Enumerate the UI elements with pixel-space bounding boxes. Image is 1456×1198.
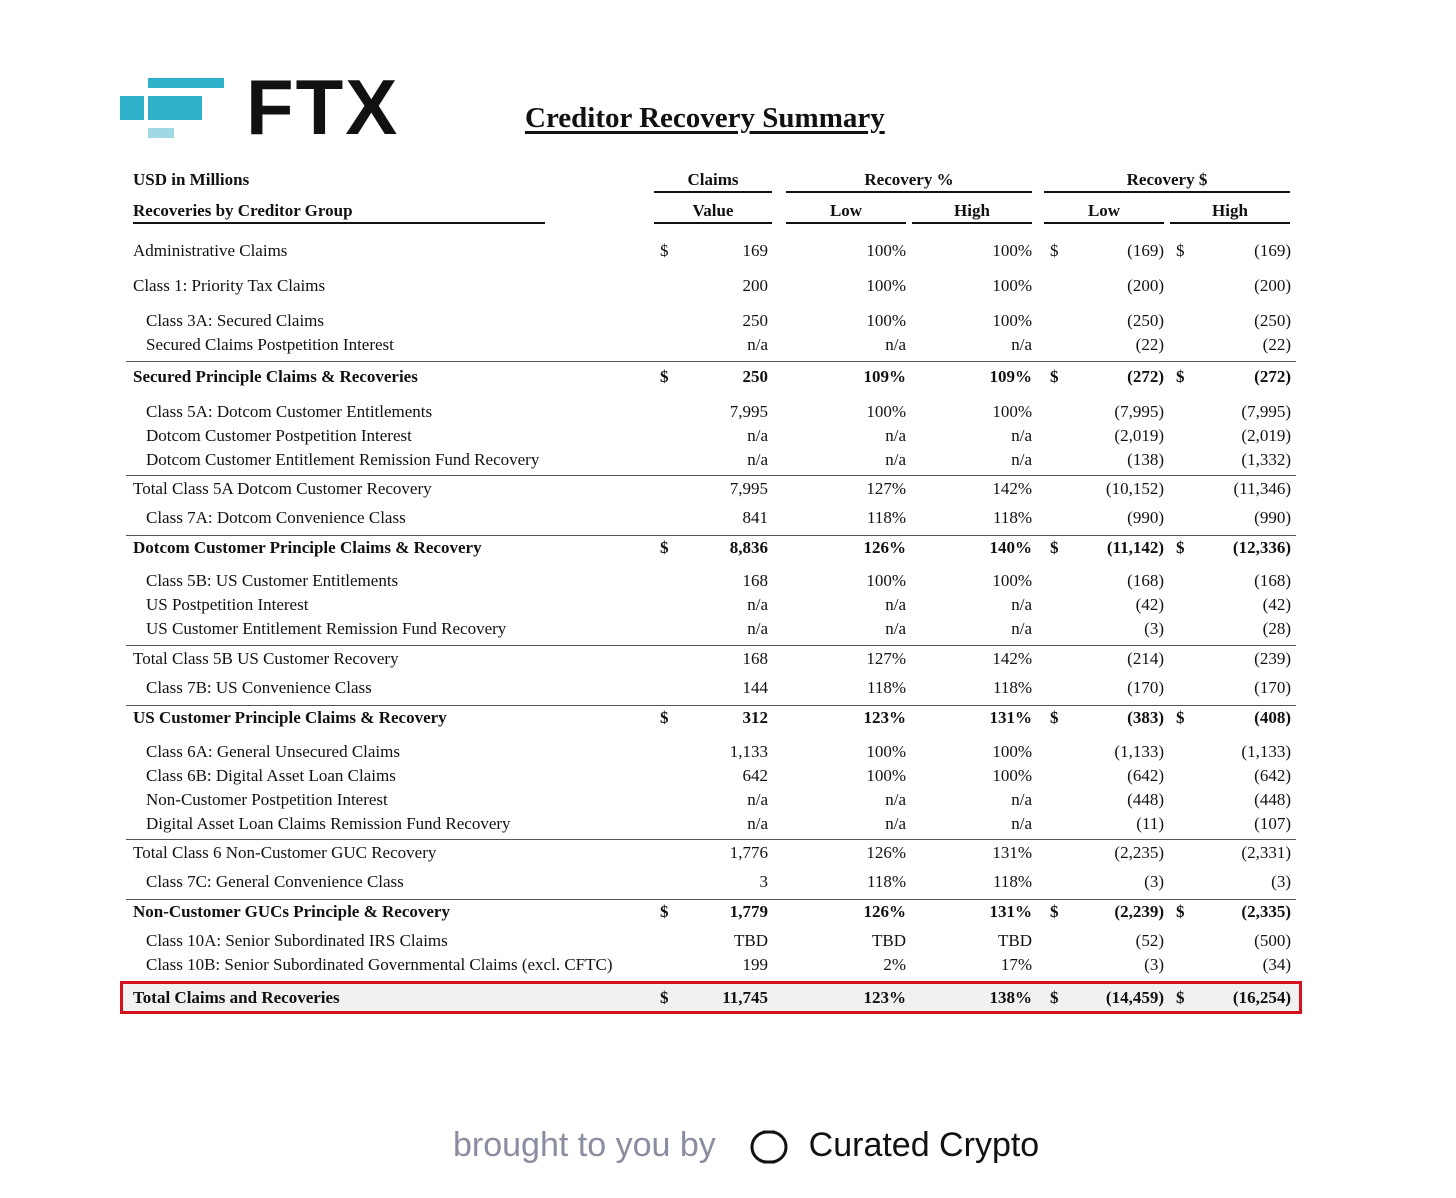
- claims-value: 199: [742, 955, 768, 974]
- recovery-pct-high: 131%: [989, 708, 1032, 727]
- recovery-usd-low: (168): [1127, 571, 1164, 590]
- row-label: Class 3A: Secured Claims: [146, 311, 325, 330]
- recovery-usd-low: (42): [1135, 595, 1164, 614]
- document-title: Creditor Recovery Summary: [525, 102, 885, 134]
- currency-symbol: $: [660, 538, 669, 557]
- recovery-usd-low: (22): [1135, 335, 1164, 354]
- table-row: [126, 569, 1296, 593]
- recovery-pct-high: 109%: [989, 367, 1032, 386]
- recovery-pct-low: n/a: [885, 619, 906, 638]
- recovery-usd-low: (14,459): [1105, 988, 1164, 1007]
- recovery-pct-low: 127%: [866, 479, 906, 498]
- recovery-usd-low: (52): [1135, 931, 1164, 950]
- recovery-usd-low: (214): [1127, 649, 1164, 668]
- currency-symbol: $: [1050, 902, 1059, 921]
- table-row: [126, 870, 1296, 894]
- recovery-usd-high: (170): [1254, 678, 1291, 697]
- recovery-pct-high: 100%: [992, 766, 1032, 785]
- recovery-usd-low: (250): [1127, 311, 1164, 330]
- recovery-pct-high: 140%: [989, 538, 1032, 557]
- section-rule: [126, 645, 1296, 646]
- row-label: Total Class 5A Dotcom Customer Recovery: [133, 479, 432, 498]
- recovery-pct-low: 100%: [866, 402, 906, 421]
- table-row: [126, 506, 1296, 530]
- recovery-pct-high: n/a: [1011, 426, 1032, 445]
- recovery-pct-rule: [786, 191, 1032, 193]
- recovery-usd-low: (138): [1127, 450, 1164, 469]
- recovery-pct-high: 142%: [992, 649, 1032, 668]
- table-row: [126, 477, 1296, 501]
- recovery-pct-high: n/a: [1011, 619, 1032, 638]
- currency-symbol: $: [660, 902, 669, 921]
- footer-brand-name: Curated Crypto: [808, 1126, 1040, 1164]
- currency-symbol: $: [1176, 241, 1185, 260]
- recovery-usd-low: (3): [1144, 955, 1164, 974]
- table-row: [126, 929, 1296, 953]
- table-row: [126, 812, 1296, 836]
- recovery-usd-low: (169): [1127, 241, 1164, 260]
- row-label: Digital Asset Loan Claims Remission Fund Recovery: [146, 814, 511, 833]
- row-label: Class 10B: Senior Subordinated Governmental Claims (excl. CFTC): [146, 955, 613, 974]
- recovery-pct-high: n/a: [1011, 790, 1032, 809]
- recovery-usd-high: (168): [1254, 571, 1291, 590]
- currency-symbol: $: [1176, 708, 1185, 727]
- recovery-pct-low: 2%: [883, 955, 906, 974]
- recovery-pct-low: n/a: [885, 450, 906, 469]
- recovery-usd-high: (272): [1254, 367, 1291, 386]
- recovery-usd-low: (1,133): [1114, 742, 1164, 761]
- recovery-usd-high: (169): [1254, 241, 1291, 260]
- usd-low-underline: [1044, 222, 1164, 224]
- claims-value: 642: [742, 766, 768, 785]
- claims-value: 1,776: [729, 843, 768, 862]
- row-label: Class 1: Priority Tax Claims: [133, 276, 326, 295]
- recovery-pct-low: TBD: [872, 931, 906, 950]
- table-row: [126, 764, 1296, 788]
- currency-symbol: $: [1176, 538, 1185, 557]
- recovery-usd-high: (16,254): [1232, 988, 1291, 1007]
- currency-symbol: $: [1050, 988, 1059, 1007]
- claims-value: 8,836: [729, 538, 768, 557]
- recovery-pct-high: n/a: [1011, 335, 1032, 354]
- claims-value: 841: [742, 508, 768, 527]
- recovery-usd-high: (642): [1254, 766, 1291, 785]
- claims-value: 144: [742, 678, 768, 697]
- recovery-pct-high: 100%: [992, 571, 1032, 590]
- currency-symbol: $: [1050, 241, 1059, 260]
- currency-symbol: $: [1050, 538, 1059, 557]
- recovery-usd-low: (990): [1127, 508, 1164, 527]
- currency-symbol: $: [1050, 708, 1059, 727]
- table-row: [126, 333, 1296, 357]
- row-label: Class 6A: General Unsecured Claims: [146, 742, 400, 761]
- claims-value: TBD: [734, 931, 768, 950]
- currency-symbol: $: [1176, 902, 1185, 921]
- table-row: [126, 647, 1296, 671]
- recovery-pct-low: 127%: [866, 649, 906, 668]
- row-label: Total Class 5B US Customer Recovery: [133, 649, 399, 668]
- recovery-pct-low: 126%: [863, 902, 906, 921]
- claims-value: 200: [742, 276, 768, 295]
- recovery-usd-high: (22): [1262, 335, 1291, 354]
- claims-value: n/a: [747, 619, 768, 638]
- row-label: Total Class 6 Non-Customer GUC Recovery: [133, 843, 437, 862]
- recovery-pct-low: n/a: [885, 335, 906, 354]
- logo-bar-mid: [148, 96, 202, 120]
- recovery-pct-low: n/a: [885, 814, 906, 833]
- claims-value: n/a: [747, 814, 768, 833]
- row-label: Class 6B: Digital Asset Loan Claims: [146, 766, 396, 785]
- recovery-pct-low: n/a: [885, 595, 906, 614]
- table-row: [126, 448, 1296, 472]
- recovery-usd-low: (7,995): [1114, 402, 1164, 421]
- recovery-pct-low: n/a: [885, 790, 906, 809]
- row-label: Class 5B: US Customer Entitlements: [146, 571, 399, 590]
- recovery-usd-low: (11,142): [1106, 538, 1164, 557]
- recovery-usd-low: (2,235): [1114, 843, 1164, 862]
- footer-credit: [453, 1120, 1039, 1170]
- recovery-usd-high: (200): [1254, 276, 1291, 295]
- table-row: [126, 953, 1296, 977]
- recovery-usd-high: (2,331): [1241, 843, 1291, 862]
- table-row: [126, 239, 1296, 263]
- currency-symbol: $: [1176, 367, 1185, 386]
- table-row: [126, 617, 1296, 641]
- currency-symbol: $: [1050, 367, 1059, 386]
- recovery-usd-high: (28): [1262, 619, 1291, 638]
- recovery-pct-high: n/a: [1011, 450, 1032, 469]
- section-rule: [126, 839, 1296, 840]
- recovery-pct-low: 100%: [866, 571, 906, 590]
- currency-symbol: $: [660, 708, 669, 727]
- recovery-pct-low: 100%: [866, 766, 906, 785]
- recovery-pct-high: 17%: [1000, 955, 1032, 974]
- currency-symbol: $: [1176, 988, 1185, 1007]
- recovery-pct-high: 138%: [989, 988, 1032, 1007]
- recovery-pct-low: 118%: [866, 678, 906, 697]
- claims-header-rule: [654, 191, 772, 193]
- claims-value: n/a: [747, 790, 768, 809]
- row-label: Dotcom Customer Principle Claims & Recovery: [133, 538, 482, 557]
- claims-value: 169: [742, 241, 768, 260]
- recovery-pct-high: 118%: [992, 678, 1032, 697]
- claims-value: 7,995: [729, 402, 768, 421]
- subtotal-row: [126, 536, 1296, 560]
- pct-high-underline: [912, 222, 1032, 224]
- row-label: Class 7B: US Convenience Class: [146, 678, 372, 697]
- recovery-usd-low: (448): [1127, 790, 1164, 809]
- currency-symbol: $: [660, 241, 669, 260]
- row-label: Secured Principle Claims & Recoveries: [133, 367, 418, 386]
- group-header: Recoveries by Creditor Group: [133, 201, 353, 220]
- usd-high-underline: [1170, 222, 1290, 224]
- recovery-usd-high: (2,019): [1241, 426, 1291, 445]
- currency-symbol: $: [660, 988, 669, 1007]
- recovery-usd-low: (272): [1127, 367, 1164, 386]
- row-label: Non-Customer GUCs Principle & Recovery: [133, 902, 450, 921]
- claims-value-underline: [654, 222, 772, 224]
- recovery-usd-high: (990): [1254, 508, 1291, 527]
- claims-value: n/a: [747, 335, 768, 354]
- row-label: Secured Claims Postpetition Interest: [146, 335, 394, 354]
- recovery-pct-high: 100%: [992, 241, 1032, 260]
- recovery-usd-low: (11): [1136, 814, 1164, 833]
- section-rule: [126, 361, 1296, 362]
- claims-value: 3: [759, 872, 768, 891]
- table-row: [126, 740, 1296, 764]
- ftx-logo-icon: [118, 76, 228, 140]
- recovery-pct-low: 118%: [866, 508, 906, 527]
- recovery-usd-low: (170): [1127, 678, 1164, 697]
- recovery-pct-low: 100%: [866, 742, 906, 761]
- pct-low-underline: [786, 222, 906, 224]
- row-label: Total Claims and Recoveries: [133, 988, 340, 1007]
- recovery-pct-high: 118%: [992, 508, 1032, 527]
- units-label: USD in Millions: [133, 170, 250, 189]
- claims-value: n/a: [747, 426, 768, 445]
- usd-low-header: Low: [1087, 201, 1121, 220]
- claims-value: 1,779: [729, 902, 768, 921]
- row-label: Class 5A: Dotcom Customer Entitlements: [146, 402, 433, 421]
- recovery-pct-low: 123%: [863, 708, 906, 727]
- recovery-usd-high: (448): [1254, 790, 1291, 809]
- recovery-pct-low: 109%: [863, 367, 906, 386]
- recovery-pct-high: 131%: [989, 902, 1032, 921]
- recovery-pct-high: 100%: [992, 402, 1032, 421]
- logo-bar-left: [120, 96, 144, 120]
- usd-high-header: High: [1212, 201, 1248, 220]
- recovery-usd-high: (1,332): [1241, 450, 1291, 469]
- table-row: [126, 424, 1296, 448]
- recovery-pct-low: 126%: [866, 843, 906, 862]
- claims-header: Claims: [687, 170, 739, 189]
- row-label: Class 7C: General Convenience Class: [146, 872, 404, 891]
- row-label: Administrative Claims: [133, 241, 288, 260]
- row-label: Dotcom Customer Entitlement Remission Fund Recovery: [146, 450, 540, 469]
- recovery-usd-low: (383): [1127, 708, 1164, 727]
- ftx-wordmark: FTX: [246, 63, 400, 151]
- table-row: [126, 274, 1296, 298]
- recovery-usd-high: (107): [1254, 814, 1291, 833]
- claims-value-header: Value: [692, 201, 734, 220]
- claims-value: n/a: [747, 595, 768, 614]
- recovery-pct-high: 100%: [992, 742, 1032, 761]
- table-row: [126, 593, 1296, 617]
- curated-crypto-logo-icon: [745, 1126, 793, 1168]
- recovery-pct-low: 126%: [863, 538, 906, 557]
- group-header-underline: [133, 222, 545, 224]
- currency-symbol: $: [660, 367, 669, 386]
- table-row: [126, 309, 1296, 333]
- table-row: [126, 841, 1296, 865]
- table-row: [126, 788, 1296, 812]
- recovery-usd-low: (200): [1127, 276, 1164, 295]
- recovery-pct-low: 118%: [866, 872, 906, 891]
- claims-value: 312: [742, 708, 768, 727]
- recovery-pct-low: 100%: [866, 241, 906, 260]
- recovery-usd-high: (250): [1254, 311, 1291, 330]
- recovery-usd-high: (3): [1271, 872, 1291, 891]
- subtotal-row: [126, 900, 1296, 924]
- recovery-usd-high: (7,995): [1241, 402, 1291, 421]
- row-label: Dotcom Customer Postpetition Interest: [146, 426, 412, 445]
- recovery-pct-high: 142%: [992, 479, 1032, 498]
- recovery-usd-high: (239): [1254, 649, 1291, 668]
- recovery-usd-low: (10,152): [1105, 479, 1164, 498]
- ftx-logo: [118, 63, 418, 151]
- recovery-usd-high: (500): [1254, 931, 1291, 950]
- subtotal-row: [126, 365, 1296, 389]
- row-label: Class 10A: Senior Subordinated IRS Claims: [146, 931, 448, 950]
- recovery-pct-high: 100%: [992, 276, 1032, 295]
- pct-high-header: High: [954, 201, 990, 220]
- recovery-usd-header: Recovery $: [1126, 170, 1208, 189]
- recovery-usd-low: (3): [1144, 872, 1164, 891]
- recovery-pct-high: n/a: [1011, 595, 1032, 614]
- table-row: [126, 400, 1296, 424]
- footer-lead-text: brought to you by: [453, 1126, 716, 1164]
- row-label: Non-Customer Postpetition Interest: [146, 790, 388, 809]
- row-label: US Postpetition Interest: [146, 595, 309, 614]
- pct-low-header: Low: [829, 201, 863, 220]
- total-row: [126, 986, 1296, 1010]
- table-row: [126, 676, 1296, 700]
- recovery-usd-high: (1,133): [1241, 742, 1291, 761]
- claims-value: 250: [742, 311, 768, 330]
- row-label: US Customer Entitlement Remission Fund Recovery: [146, 619, 507, 638]
- recovery-pct-high: TBD: [998, 931, 1032, 950]
- recovery-pct-high: 118%: [992, 872, 1032, 891]
- row-label: Class 7A: Dotcom Convenience Class: [146, 508, 406, 527]
- recovery-usd-low: (3): [1144, 619, 1164, 638]
- recovery-usd-high: (2,335): [1241, 902, 1291, 921]
- section-rule: [126, 475, 1296, 476]
- recovery-usd-high: (42): [1262, 595, 1291, 614]
- recovery-pct-high: 100%: [992, 311, 1032, 330]
- recovery-usd-low: (2,019): [1114, 426, 1164, 445]
- claims-value: 250: [742, 367, 768, 386]
- claims-value: 7,995: [729, 479, 768, 498]
- recovery-usd-low: (2,239): [1114, 902, 1164, 921]
- subtotal-row: [126, 706, 1296, 730]
- row-label: US Customer Principle Claims & Recovery: [133, 708, 447, 727]
- recovery-usd-high: (12,336): [1232, 538, 1291, 557]
- logo-bar-top: [148, 78, 224, 88]
- claims-value: 1,133: [729, 742, 768, 761]
- recovery-pct-high: 131%: [992, 843, 1032, 862]
- recovery-pct-low: n/a: [885, 426, 906, 445]
- recovery-pct-low: 100%: [866, 276, 906, 295]
- claims-value: 168: [742, 649, 768, 668]
- claims-value: 11,745: [722, 988, 768, 1007]
- recovery-usd-high: (11,346): [1233, 479, 1291, 498]
- recovery-pct-low: 100%: [866, 311, 906, 330]
- recovery-usd-rule: [1044, 191, 1290, 193]
- recovery-usd-low: (642): [1127, 766, 1164, 785]
- recovery-pct-header: Recovery %: [864, 170, 954, 189]
- recovery-usd-high: (408): [1254, 708, 1291, 727]
- recovery-usd-high: (34): [1262, 955, 1291, 974]
- recovery-pct-high: n/a: [1011, 814, 1032, 833]
- logo-bar-bottom: [148, 128, 174, 138]
- claims-value: n/a: [747, 450, 768, 469]
- claims-value: 168: [742, 571, 768, 590]
- recovery-pct-low: 123%: [863, 988, 906, 1007]
